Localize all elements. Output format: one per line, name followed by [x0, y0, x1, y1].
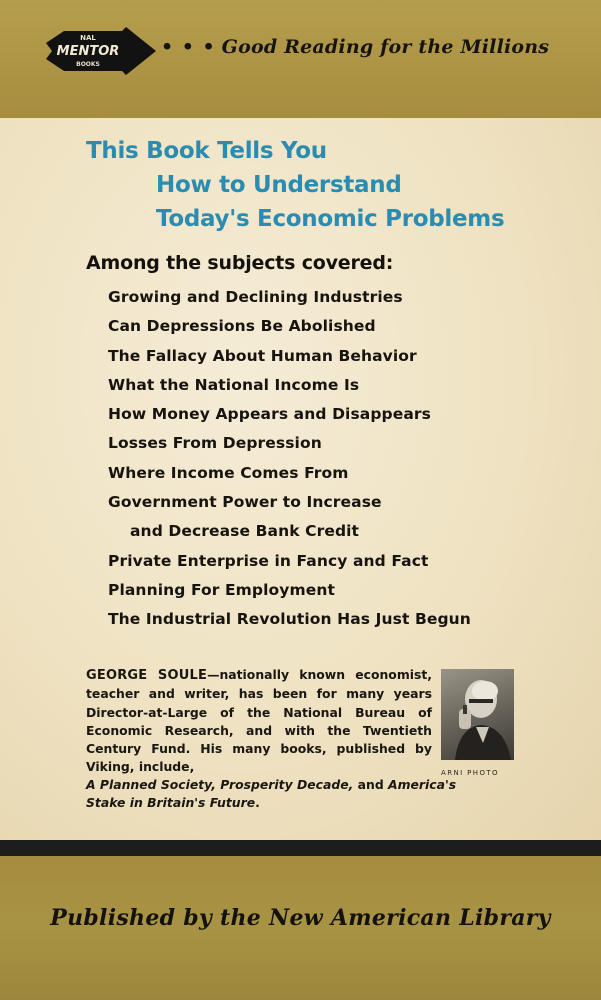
- subject-item: Growing and Declining Industries: [108, 288, 403, 306]
- author-books: [86, 776, 506, 813]
- logo-bottom-text: BOOKS: [76, 61, 100, 68]
- headline-line-1: This Book Tells You: [86, 138, 327, 164]
- author-photo: [441, 669, 514, 760]
- book-titles-a: A Planned Society, Prosperity Decade,: [86, 777, 354, 792]
- subject-item: How Money Appears and Disappears: [108, 405, 431, 424]
- mentor-logo: [44, 27, 160, 75]
- subject-item: Can Depressions Be Abolished: [108, 317, 376, 336]
- books-and: and: [353, 777, 389, 792]
- logo-main-text: MENTOR: [56, 44, 120, 59]
- headline-line-3: Today's Economic Problems: [156, 206, 505, 232]
- subject-item: Government Power to Increase: [108, 493, 382, 512]
- headline: [86, 134, 546, 236]
- author-bio: [86, 666, 432, 777]
- author-bio-text: —nationally known economist, teacher and writer, has been for many years Director-at-Large of the National Bureau of Economic Research, and with the Twentieth Century Fund. His many books, published by Viking, include,: [86, 667, 432, 775]
- tagline: [161, 36, 591, 66]
- subject-item: The Industrial Revolution Has Just Begun: [108, 610, 471, 629]
- headline-line-2: How to Understand: [156, 172, 402, 198]
- publisher-line: Published by the New American Library: [50, 905, 551, 931]
- photo-credit: ARNI PHOTO: [441, 769, 499, 777]
- author-name: GEORGE SOULE: [86, 668, 208, 683]
- book-title-d: Stake in Britain's Future: [86, 795, 256, 811]
- subject-item: Planning For Employment: [108, 580, 335, 599]
- subject-item: What the National Income Is: [108, 375, 360, 394]
- dark-stripe: [0, 840, 601, 856]
- books-period: .: [255, 795, 260, 811]
- subject-item: Private Enterprise in Fancy and Fact: [108, 551, 429, 570]
- subjects-heading: Among the subjects covered:: [86, 252, 394, 274]
- tagline-text: Good Reading for the Millions: [221, 36, 550, 58]
- subject-item: Losses From Depression: [108, 434, 322, 453]
- subject-item: Where Income Comes From: [108, 463, 349, 482]
- subjects-list: [108, 283, 578, 635]
- tagline-dots: • • •: [161, 36, 216, 58]
- subject-item-continuation: and Decrease Bank Credit: [130, 522, 360, 541]
- subject-item: The Fallacy About Human Behavior: [108, 346, 417, 365]
- logo-top-text: NAL: [80, 34, 96, 42]
- book-title-c: America's: [388, 777, 457, 792]
